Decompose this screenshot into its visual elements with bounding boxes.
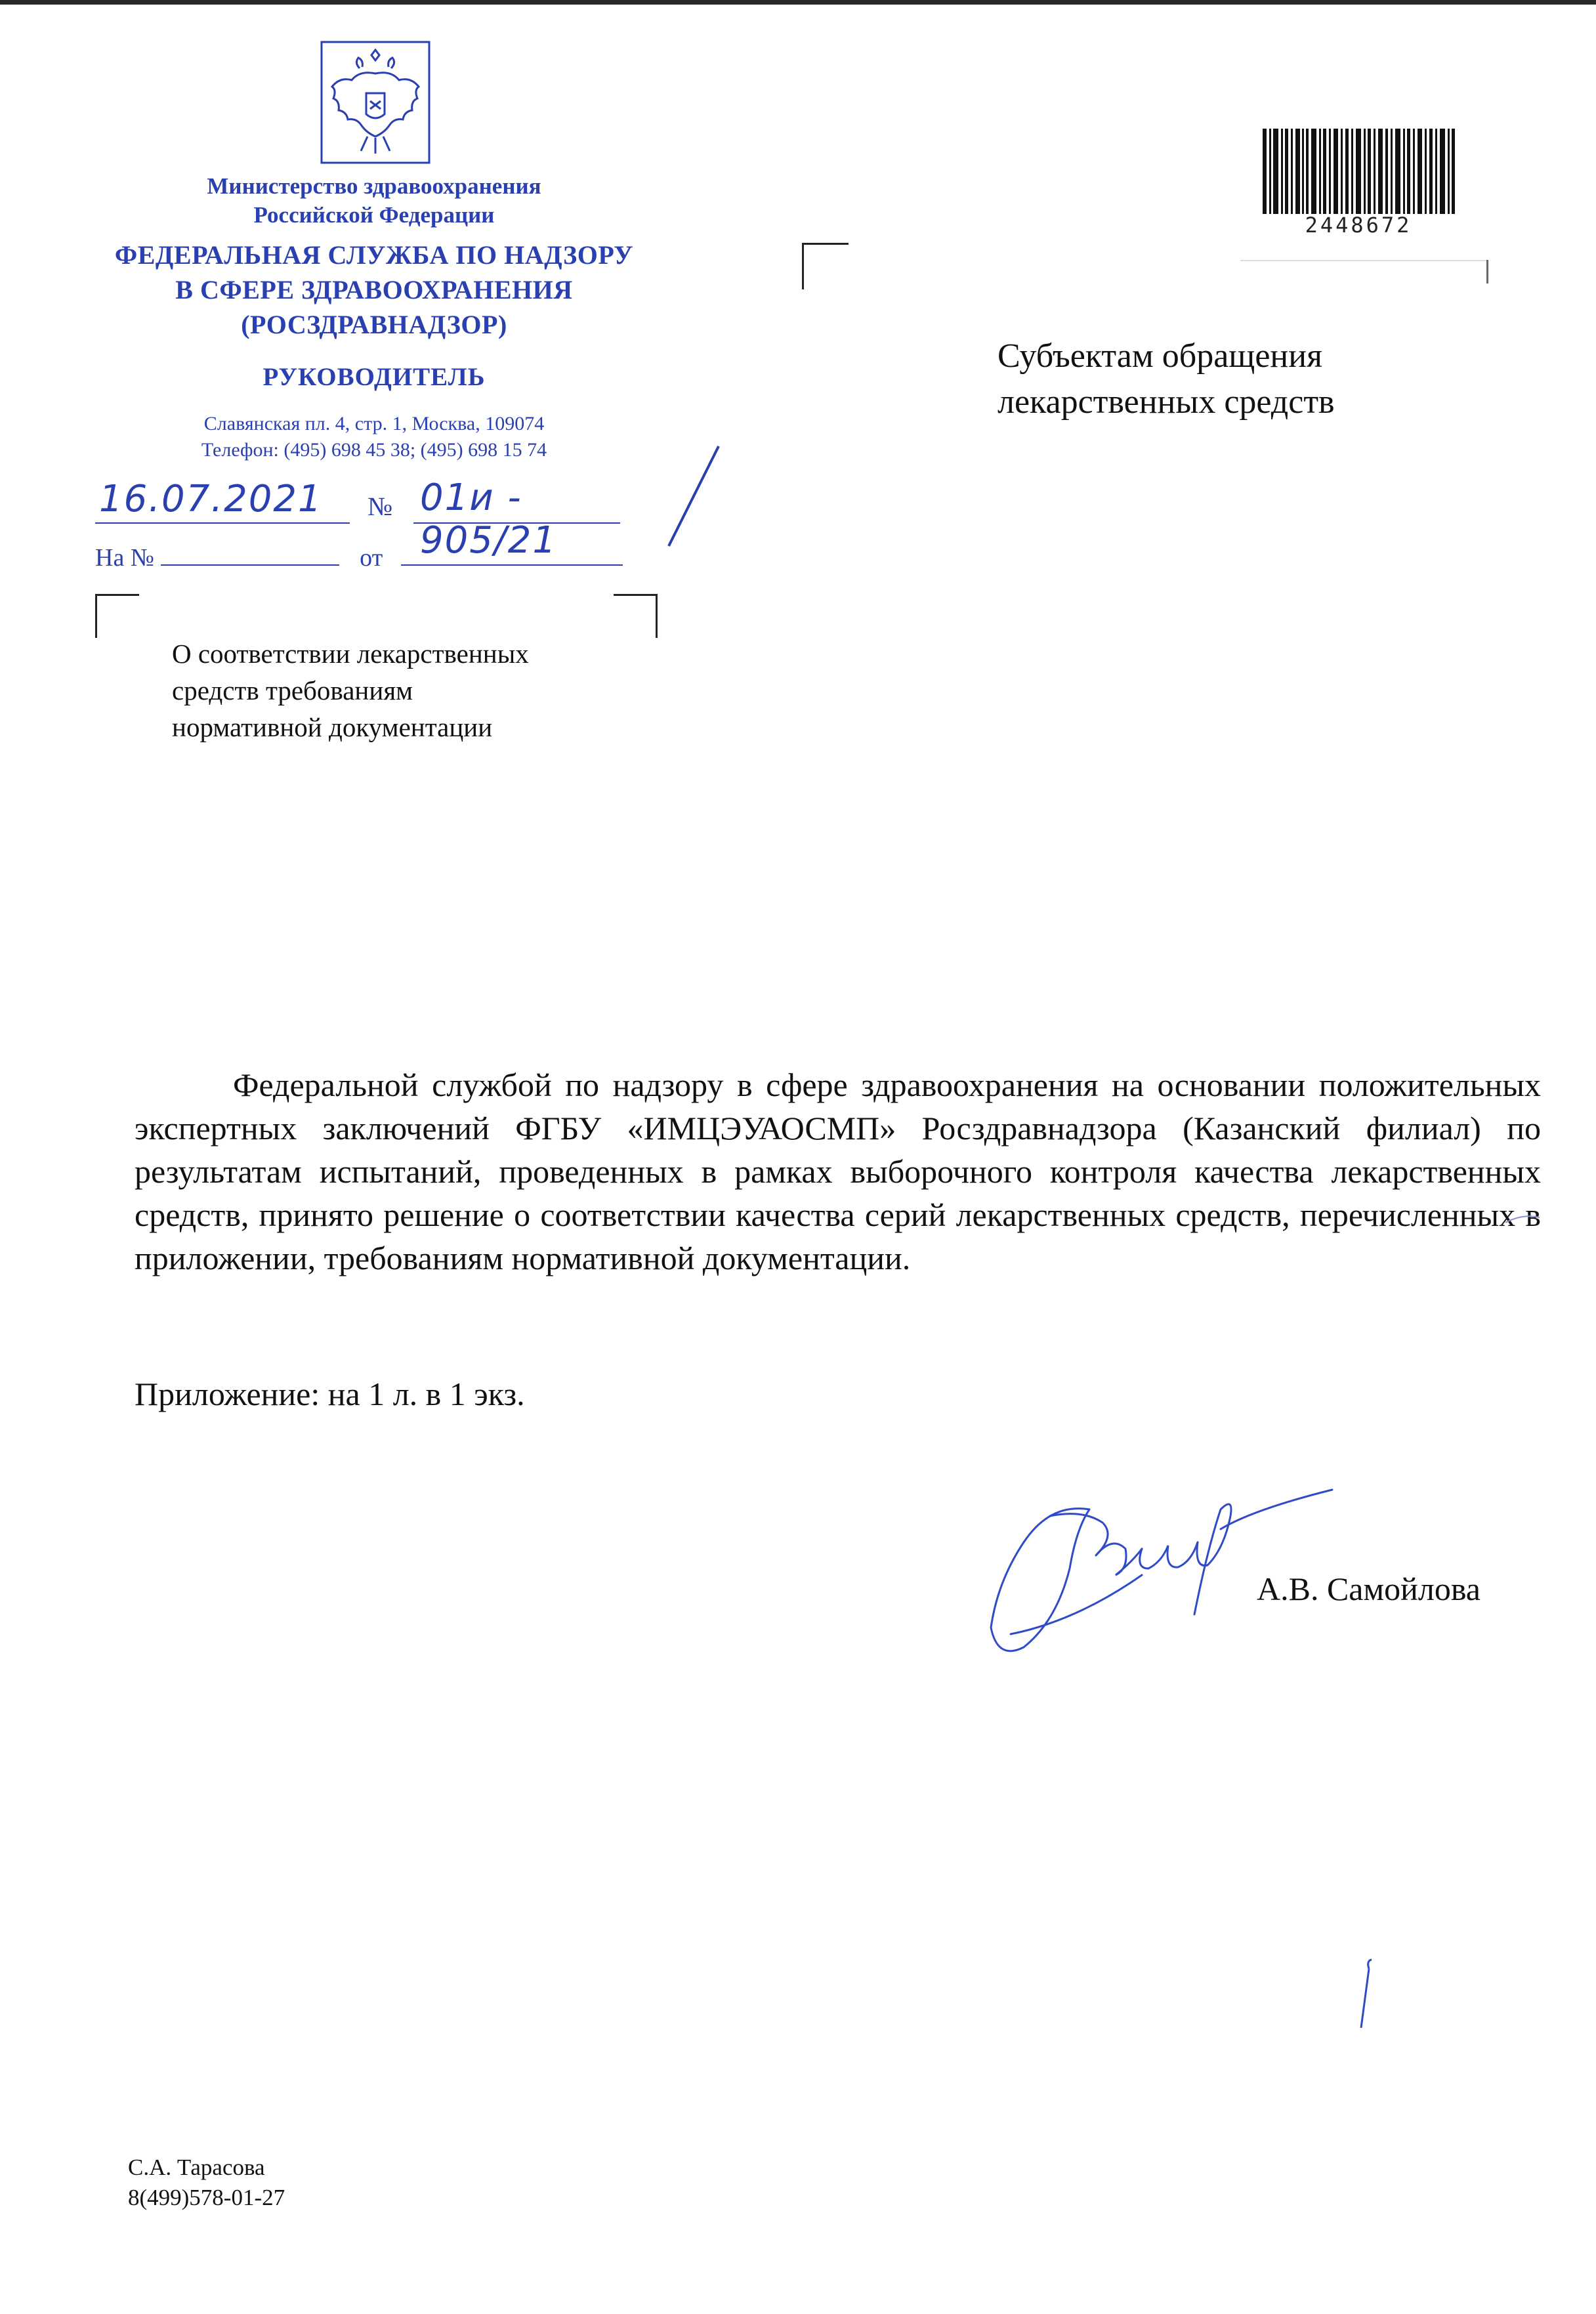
attachment-note: Приложение: на 1 л. в 1 экз. bbox=[135, 1376, 525, 1412]
reference-date-field bbox=[401, 542, 623, 566]
subject-corner-left bbox=[95, 594, 139, 638]
subject-line-1: О соответствии лекарственных bbox=[172, 639, 529, 669]
address-line: Славянская пл. 4, стр. 1, Москва, 109074 bbox=[203, 413, 545, 434]
service-name bbox=[66, 238, 682, 342]
letter-subject bbox=[172, 635, 697, 746]
registration-number: 01и - 905/21 bbox=[420, 476, 558, 562]
phone-line: Телефон: (495) 698 45 38; (495) 698 15 74 bbox=[201, 439, 547, 461]
ministry-line-2: Российской Федерации bbox=[253, 202, 495, 228]
service-line-1: ФЕДЕРАЛЬНАЯ СЛУЖБА ПО НАДЗОРУ bbox=[114, 240, 634, 270]
position-title: РУКОВОДИТЕЛЬ bbox=[262, 363, 486, 391]
subject-corner-right bbox=[614, 594, 658, 638]
coat-of-arms-icon bbox=[320, 41, 430, 164]
registration-date: 16.07.2021 bbox=[99, 478, 323, 520]
ministry-line-1: Министерство здравоохранения bbox=[207, 173, 541, 199]
signer-name: А.В. Самойлова bbox=[1257, 1570, 1480, 1607]
recipient-block bbox=[998, 333, 1470, 425]
recipient-corner-left bbox=[802, 243, 849, 289]
body-paragraph: Федеральной службой по надзору в сфере здравоохранения на основании положительных экспертных заключений ФГБУ «ИМЦЭУАОСМП» Росздравнадзора (Казанский филиал) по результатам испытаний, проведенных в рамках выборочного контроля качества лекарственных средств, принято решение о соответствии качества серий лекарственных средств, перечисленных в приложении, требованиям нормативной документации. bbox=[135, 1066, 1541, 1276]
executor-phone: 8(499)578-01-27 bbox=[128, 2185, 285, 2210]
reference-line bbox=[95, 542, 660, 572]
address-block bbox=[92, 411, 656, 463]
subject-line-2: средств требованиям bbox=[172, 675, 413, 705]
scan-top-edge bbox=[0, 0, 1596, 5]
number-sign: № bbox=[368, 492, 393, 521]
barcode-icon bbox=[1260, 129, 1457, 214]
reference-label: На № bbox=[95, 544, 155, 572]
executor-name: С.А. Тарасова bbox=[128, 2155, 265, 2180]
pen-mark bbox=[1352, 1956, 1385, 2034]
service-line-3: (РОСЗДРАВНАДЗОР) bbox=[241, 310, 507, 339]
service-line-2: В СФЕРЕ ЗДРАВООХРАНЕНИЯ bbox=[175, 275, 573, 305]
executor-block bbox=[128, 2153, 285, 2213]
recipient-corner-right bbox=[1437, 260, 1488, 284]
number-slash-stroke bbox=[660, 441, 732, 553]
subject-line-3: нормативной документации bbox=[172, 712, 493, 742]
ministry-name bbox=[92, 172, 656, 230]
barcode-number: 2448672 bbox=[1305, 213, 1412, 238]
recipient-line-2: лекарственных средств bbox=[998, 383, 1335, 421]
reference-number-field bbox=[161, 542, 339, 566]
recipient-faint-line bbox=[1240, 260, 1486, 261]
letter-body bbox=[135, 1063, 1541, 1280]
faint-pen-tick bbox=[1503, 1211, 1542, 1231]
reference-from-label: от bbox=[360, 544, 383, 572]
recipient-line-1: Субъектам обращения bbox=[998, 337, 1322, 375]
